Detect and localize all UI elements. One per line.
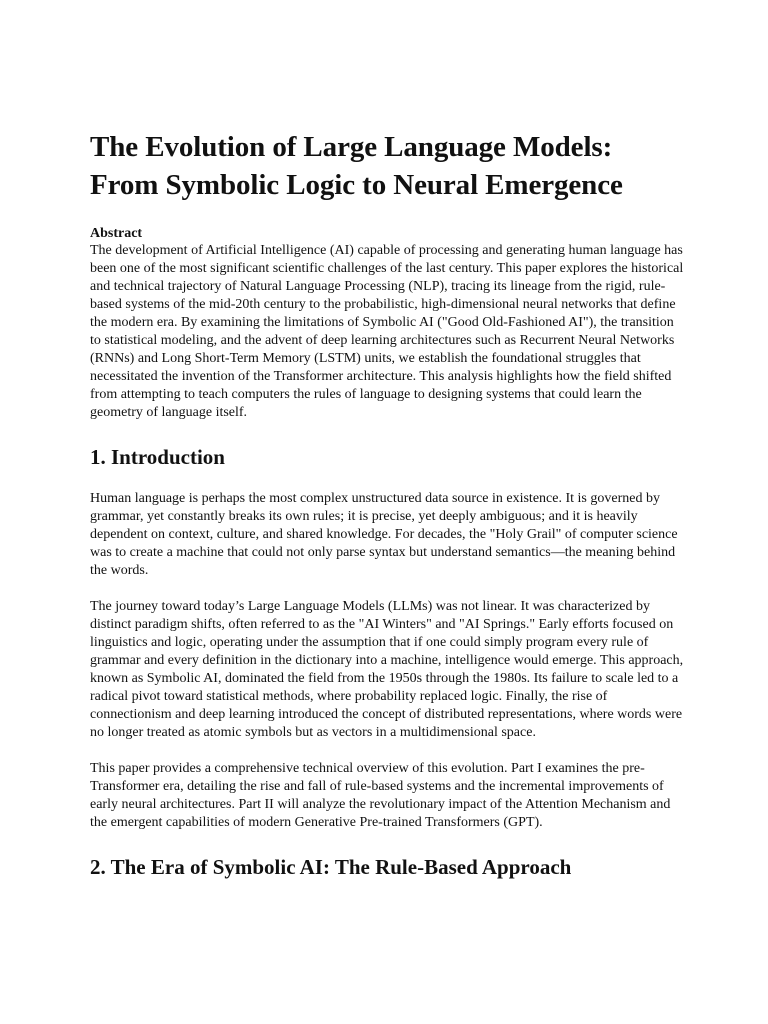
section-heading-symbolic-ai: 2. The Era of Symbolic AI: The Rule-Based Approach [90,855,572,879]
paper-title [90,128,685,204]
introduction-paragraph-2: The journey toward today’s Large Language Models (LLMs) was not linear. It was characterized by distinct paradigm shifts, often referred to as the "AI Winters" and "AI Springs." Early efforts focused on linguistics and logic, operating under the assumption that if one could simply program every rule of grammar and every definition in the dictionary into a machine, intelligence would emerge. This approach, known as Symbolic AI, dominated the field from the 1950s through the 1980s. Its failure to scale led to a radical pivot toward statistical methods, where probability replaced logic. Finally, the rise of connectionism and deep learning introduced the concept of distributed representations, where words were no longer treated as atomic symbols but as vectors in a multidimensional space. [90,599,684,740]
section-heading-introduction: 1. Introduction [90,445,225,469]
paper-title-line-2: From Symbolic Logic to Neural Emergence [90,169,623,201]
introduction-paragraph-3: This paper provides a comprehensive technical overview of this evolution. Part I examines the pre-Transformer era, detailing the rise and fall of rule-based systems and the incremental improvements of early neural architectures. Part II will analyze the revolutionary impact of the Attention Mechanism and the emergent capabilities of modern Generative Pre-trained Transformers (GPT). [90,761,671,830]
paper-title-line-1: The Evolution of Large Language Models: [90,131,613,163]
abstract-body: The development of Artificial Intelligence (AI) capable of processing and generating human language has been one of the most significant scientific challenges of the last century. This paper explores the historical and technical trajectory of Natural Language Processing (NLP), tracing its lineage from the rigid, rule-based systems of the mid-20th century to the probabilistic, high-dimensional neural networks that define the modern era. By examining the limitations of Symbolic AI ("Good Old-Fashioned AI"), the transition to statistical modeling, and the advent of deep learning architectures such as Recurrent Neural Networks (RNNs) and Long Short-Term Memory (LSTM) units, we establish the foundational struggles that necessitated the invention of the Transformer architecture. This analysis highlights how the field shifted from attempting to teach computers the rules of language to designing systems that could learn the geometry of language itself. [90,243,684,420]
abstract-heading: Abstract [90,226,143,241]
introduction-paragraph-1: Human language is perhaps the most complex unstructured data source in existence. It is governed by grammar, yet constantly breaks its own rules; it is precise, yet deeply ambiguous; and it is heavily dependent on context, culture, and shared knowledge. For decades, the "Holy Grail" of computer science was to create a machine that could not only parse syntax but understand semantics—the meaning behind the words. [90,491,678,578]
paper-page [90,128,685,880]
